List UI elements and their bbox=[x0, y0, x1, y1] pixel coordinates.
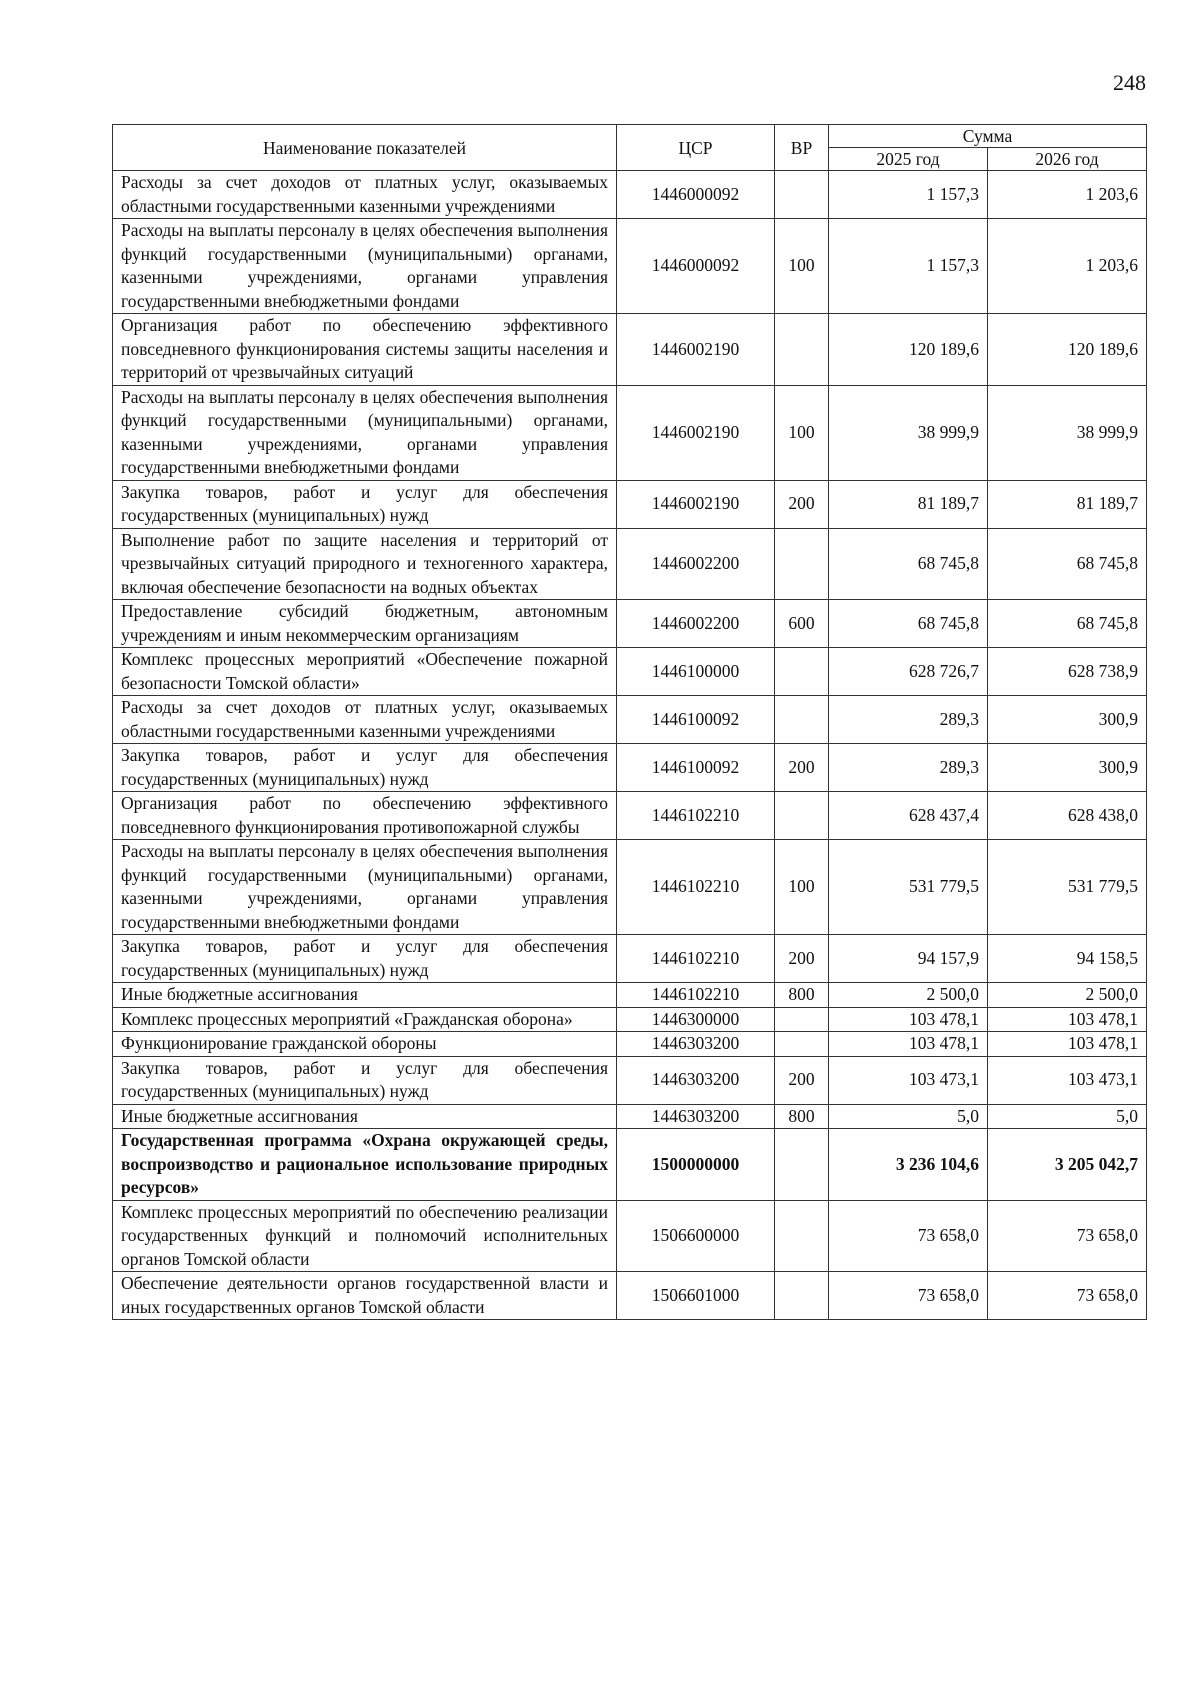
table-row bbox=[113, 171, 1147, 219]
row-name-cell: Расходы на выплаты персоналу в целях обеспечения выполнения функций государственными (муниципальными) органами, казенными учреждениями, органами управления государственными внебюджетными фондами bbox=[113, 840, 617, 935]
column-header-sum: Сумма bbox=[829, 125, 1147, 148]
row-sum-2025-cell: 1 157,3 bbox=[829, 171, 988, 219]
row-csr-cell: 1446102210 bbox=[617, 840, 775, 935]
row-name-cell: Иные бюджетные ассигнования bbox=[113, 1104, 617, 1129]
row-vr-cell bbox=[775, 792, 829, 840]
row-sum-2026-cell: 3 205 042,7 bbox=[988, 1129, 1147, 1201]
column-header-name: Наименование показателей bbox=[113, 125, 617, 171]
row-csr-cell: 1446002190 bbox=[617, 385, 775, 480]
table-row bbox=[113, 528, 1147, 600]
row-name-cell: Закупка товаров, работ и услуг для обеспечения государственных (муниципальных) нужд bbox=[113, 480, 617, 528]
row-csr-cell: 1446102210 bbox=[617, 983, 775, 1008]
row-sum-2025-cell: 68 745,8 bbox=[829, 528, 988, 600]
row-vr-cell: 200 bbox=[775, 480, 829, 528]
table-row bbox=[113, 1104, 1147, 1129]
row-sum-2025-cell: 103 478,1 bbox=[829, 1007, 988, 1032]
row-csr-cell: 1446100000 bbox=[617, 648, 775, 696]
row-vr-cell: 200 bbox=[775, 1056, 829, 1104]
row-sum-2026-cell: 531 779,5 bbox=[988, 840, 1147, 935]
column-header-csr: ЦСР bbox=[617, 125, 775, 171]
row-sum-2025-cell: 289,3 bbox=[829, 696, 988, 744]
table-row bbox=[113, 314, 1147, 386]
row-vr-cell bbox=[775, 648, 829, 696]
row-name-cell: Обеспечение деятельности органов государственной власти и иных государственных органов Томской области bbox=[113, 1272, 617, 1320]
column-header-year-2025: 2025 год bbox=[829, 148, 988, 171]
table-row bbox=[113, 1032, 1147, 1057]
row-csr-cell: 1446002200 bbox=[617, 528, 775, 600]
row-vr-cell: 600 bbox=[775, 600, 829, 648]
row-csr-cell: 1446000092 bbox=[617, 219, 775, 314]
row-vr-cell bbox=[775, 171, 829, 219]
row-sum-2026-cell: 300,9 bbox=[988, 696, 1147, 744]
row-sum-2026-cell: 2 500,0 bbox=[988, 983, 1147, 1008]
row-sum-2025-cell: 73 658,0 bbox=[829, 1200, 988, 1272]
table-row bbox=[113, 219, 1147, 314]
table-row bbox=[113, 480, 1147, 528]
table-row bbox=[113, 983, 1147, 1008]
row-name-cell: Комплекс процессных мероприятий по обеспечению реализации государственных функций и полномочий исполнительных органов Томской области bbox=[113, 1200, 617, 1272]
row-csr-cell: 1506601000 bbox=[617, 1272, 775, 1320]
row-vr-cell: 800 bbox=[775, 983, 829, 1008]
row-name-cell: Расходы за счет доходов от платных услуг, оказываемых областными государственными казенными учреждениями bbox=[113, 696, 617, 744]
row-sum-2025-cell: 2 500,0 bbox=[829, 983, 988, 1008]
table-row bbox=[113, 1056, 1147, 1104]
table-row bbox=[113, 1200, 1147, 1272]
row-name-cell: Расходы на выплаты персоналу в целях обеспечения выполнения функций государственными (муниципальными) органами, казенными учреждениями, органами управления государственными внебюджетными фондами bbox=[113, 385, 617, 480]
row-sum-2026-cell: 1 203,6 bbox=[988, 171, 1147, 219]
row-name-cell: Закупка товаров, работ и услуг для обеспечения государственных (муниципальных) нужд bbox=[113, 1056, 617, 1104]
row-vr-cell: 100 bbox=[775, 219, 829, 314]
row-sum-2026-cell: 81 189,7 bbox=[988, 480, 1147, 528]
row-sum-2026-cell: 120 189,6 bbox=[988, 314, 1147, 386]
table-row bbox=[113, 792, 1147, 840]
row-sum-2025-cell: 81 189,7 bbox=[829, 480, 988, 528]
row-csr-cell: 1446100092 bbox=[617, 696, 775, 744]
row-vr-cell bbox=[775, 1200, 829, 1272]
row-sum-2026-cell: 73 658,0 bbox=[988, 1200, 1147, 1272]
row-vr-cell: 200 bbox=[775, 935, 829, 983]
row-csr-cell: 1446303200 bbox=[617, 1104, 775, 1129]
row-sum-2025-cell: 628 437,4 bbox=[829, 792, 988, 840]
row-csr-cell: 1446303200 bbox=[617, 1056, 775, 1104]
table-row bbox=[113, 696, 1147, 744]
table-row bbox=[113, 935, 1147, 983]
table-body bbox=[113, 171, 1147, 1320]
row-sum-2026-cell: 103 473,1 bbox=[988, 1056, 1147, 1104]
row-csr-cell: 1506600000 bbox=[617, 1200, 775, 1272]
row-vr-cell bbox=[775, 1129, 829, 1201]
row-sum-2025-cell: 531 779,5 bbox=[829, 840, 988, 935]
row-name-cell: Выполнение работ по защите населения и территорий от чрезвычайных ситуаций природного и техногенного характера, включая обеспечение безопасности на водных объектах bbox=[113, 528, 617, 600]
column-header-year-2026: 2026 год bbox=[988, 148, 1147, 171]
row-vr-cell bbox=[775, 1272, 829, 1320]
row-csr-cell: 1446100092 bbox=[617, 744, 775, 792]
row-sum-2026-cell: 38 999,9 bbox=[988, 385, 1147, 480]
row-sum-2025-cell: 3 236 104,6 bbox=[829, 1129, 988, 1201]
row-sum-2026-cell: 628 738,9 bbox=[988, 648, 1147, 696]
row-sum-2025-cell: 68 745,8 bbox=[829, 600, 988, 648]
row-sum-2026-cell: 103 478,1 bbox=[988, 1007, 1147, 1032]
table-row bbox=[113, 1007, 1147, 1032]
row-sum-2026-cell: 68 745,8 bbox=[988, 528, 1147, 600]
row-sum-2025-cell: 94 157,9 bbox=[829, 935, 988, 983]
row-sum-2025-cell: 103 473,1 bbox=[829, 1056, 988, 1104]
row-name-cell: Расходы на выплаты персоналу в целях обеспечения выполнения функций государственными (муниципальными) органами, казенными учреждениями, органами управления государственными внебюджетными фондами bbox=[113, 219, 617, 314]
row-vr-cell bbox=[775, 1007, 829, 1032]
row-sum-2026-cell: 94 158,5 bbox=[988, 935, 1147, 983]
row-vr-cell: 200 bbox=[775, 744, 829, 792]
row-csr-cell: 1446102210 bbox=[617, 935, 775, 983]
row-vr-cell bbox=[775, 696, 829, 744]
row-vr-cell: 100 bbox=[775, 385, 829, 480]
table-row bbox=[113, 1272, 1147, 1320]
row-csr-cell: 1446300000 bbox=[617, 1007, 775, 1032]
row-sum-2026-cell: 628 438,0 bbox=[988, 792, 1147, 840]
column-header-vr: ВР bbox=[775, 125, 829, 171]
row-name-cell: Расходы за счет доходов от платных услуг, оказываемых областными государственными казенными учреждениями bbox=[113, 171, 617, 219]
page-number: 248 bbox=[1113, 70, 1146, 95]
row-name-cell: Иные бюджетные ассигнования bbox=[113, 983, 617, 1008]
row-csr-cell: 1446000092 bbox=[617, 171, 775, 219]
row-sum-2026-cell: 5,0 bbox=[988, 1104, 1147, 1129]
row-name-cell: Предоставление субсидий бюджетным, автономным учреждениям и иным некоммерческим организациям bbox=[113, 600, 617, 648]
row-name-cell: Комплекс процессных мероприятий «Гражданская оборона» bbox=[113, 1007, 617, 1032]
row-sum-2026-cell: 1 203,6 bbox=[988, 219, 1147, 314]
row-sum-2026-cell: 73 658,0 bbox=[988, 1272, 1147, 1320]
row-vr-cell bbox=[775, 528, 829, 600]
table-row bbox=[113, 840, 1147, 935]
row-name-cell: Закупка товаров, работ и услуг для обеспечения государственных (муниципальных) нужд bbox=[113, 935, 617, 983]
row-csr-cell: 1446002190 bbox=[617, 314, 775, 386]
row-csr-cell: 1446002200 bbox=[617, 600, 775, 648]
budget-table bbox=[112, 124, 1147, 1320]
row-sum-2025-cell: 120 189,6 bbox=[829, 314, 988, 386]
row-sum-2026-cell: 68 745,8 bbox=[988, 600, 1147, 648]
row-csr-cell: 1500000000 bbox=[617, 1129, 775, 1201]
row-name-cell: Организация работ по обеспечению эффективного повседневного функционирования противопожарной службы bbox=[113, 792, 617, 840]
row-sum-2025-cell: 1 157,3 bbox=[829, 219, 988, 314]
row-vr-cell bbox=[775, 314, 829, 386]
row-csr-cell: 1446303200 bbox=[617, 1032, 775, 1057]
table-row bbox=[113, 1129, 1147, 1201]
row-vr-cell: 800 bbox=[775, 1104, 829, 1129]
row-sum-2025-cell: 38 999,9 bbox=[829, 385, 988, 480]
table-row bbox=[113, 648, 1147, 696]
row-sum-2025-cell: 103 478,1 bbox=[829, 1032, 988, 1057]
table-row bbox=[113, 744, 1147, 792]
table-row bbox=[113, 385, 1147, 480]
row-sum-2026-cell: 103 478,1 bbox=[988, 1032, 1147, 1057]
row-csr-cell: 1446002190 bbox=[617, 480, 775, 528]
row-vr-cell bbox=[775, 1032, 829, 1057]
row-sum-2026-cell: 300,9 bbox=[988, 744, 1147, 792]
row-name-cell: Функционирование гражданской обороны bbox=[113, 1032, 617, 1057]
row-csr-cell: 1446102210 bbox=[617, 792, 775, 840]
row-sum-2025-cell: 73 658,0 bbox=[829, 1272, 988, 1320]
row-sum-2025-cell: 5,0 bbox=[829, 1104, 988, 1129]
row-vr-cell: 100 bbox=[775, 840, 829, 935]
row-name-cell: Организация работ по обеспечению эффективного повседневного функционирования системы защиты населения и территорий от чрезвычайных ситуаций bbox=[113, 314, 617, 386]
row-sum-2025-cell: 289,3 bbox=[829, 744, 988, 792]
table-row bbox=[113, 600, 1147, 648]
row-name-cell: Комплекс процессных мероприятий «Обеспечение пожарной безопасности Томской области» bbox=[113, 648, 617, 696]
row-sum-2025-cell: 628 726,7 bbox=[829, 648, 988, 696]
row-name-cell: Государственная программа «Охрана окружающей среды, воспроизводство и рациональное использование природных ресурсов» bbox=[113, 1129, 617, 1201]
row-name-cell: Закупка товаров, работ и услуг для обеспечения государственных (муниципальных) нужд bbox=[113, 744, 617, 792]
